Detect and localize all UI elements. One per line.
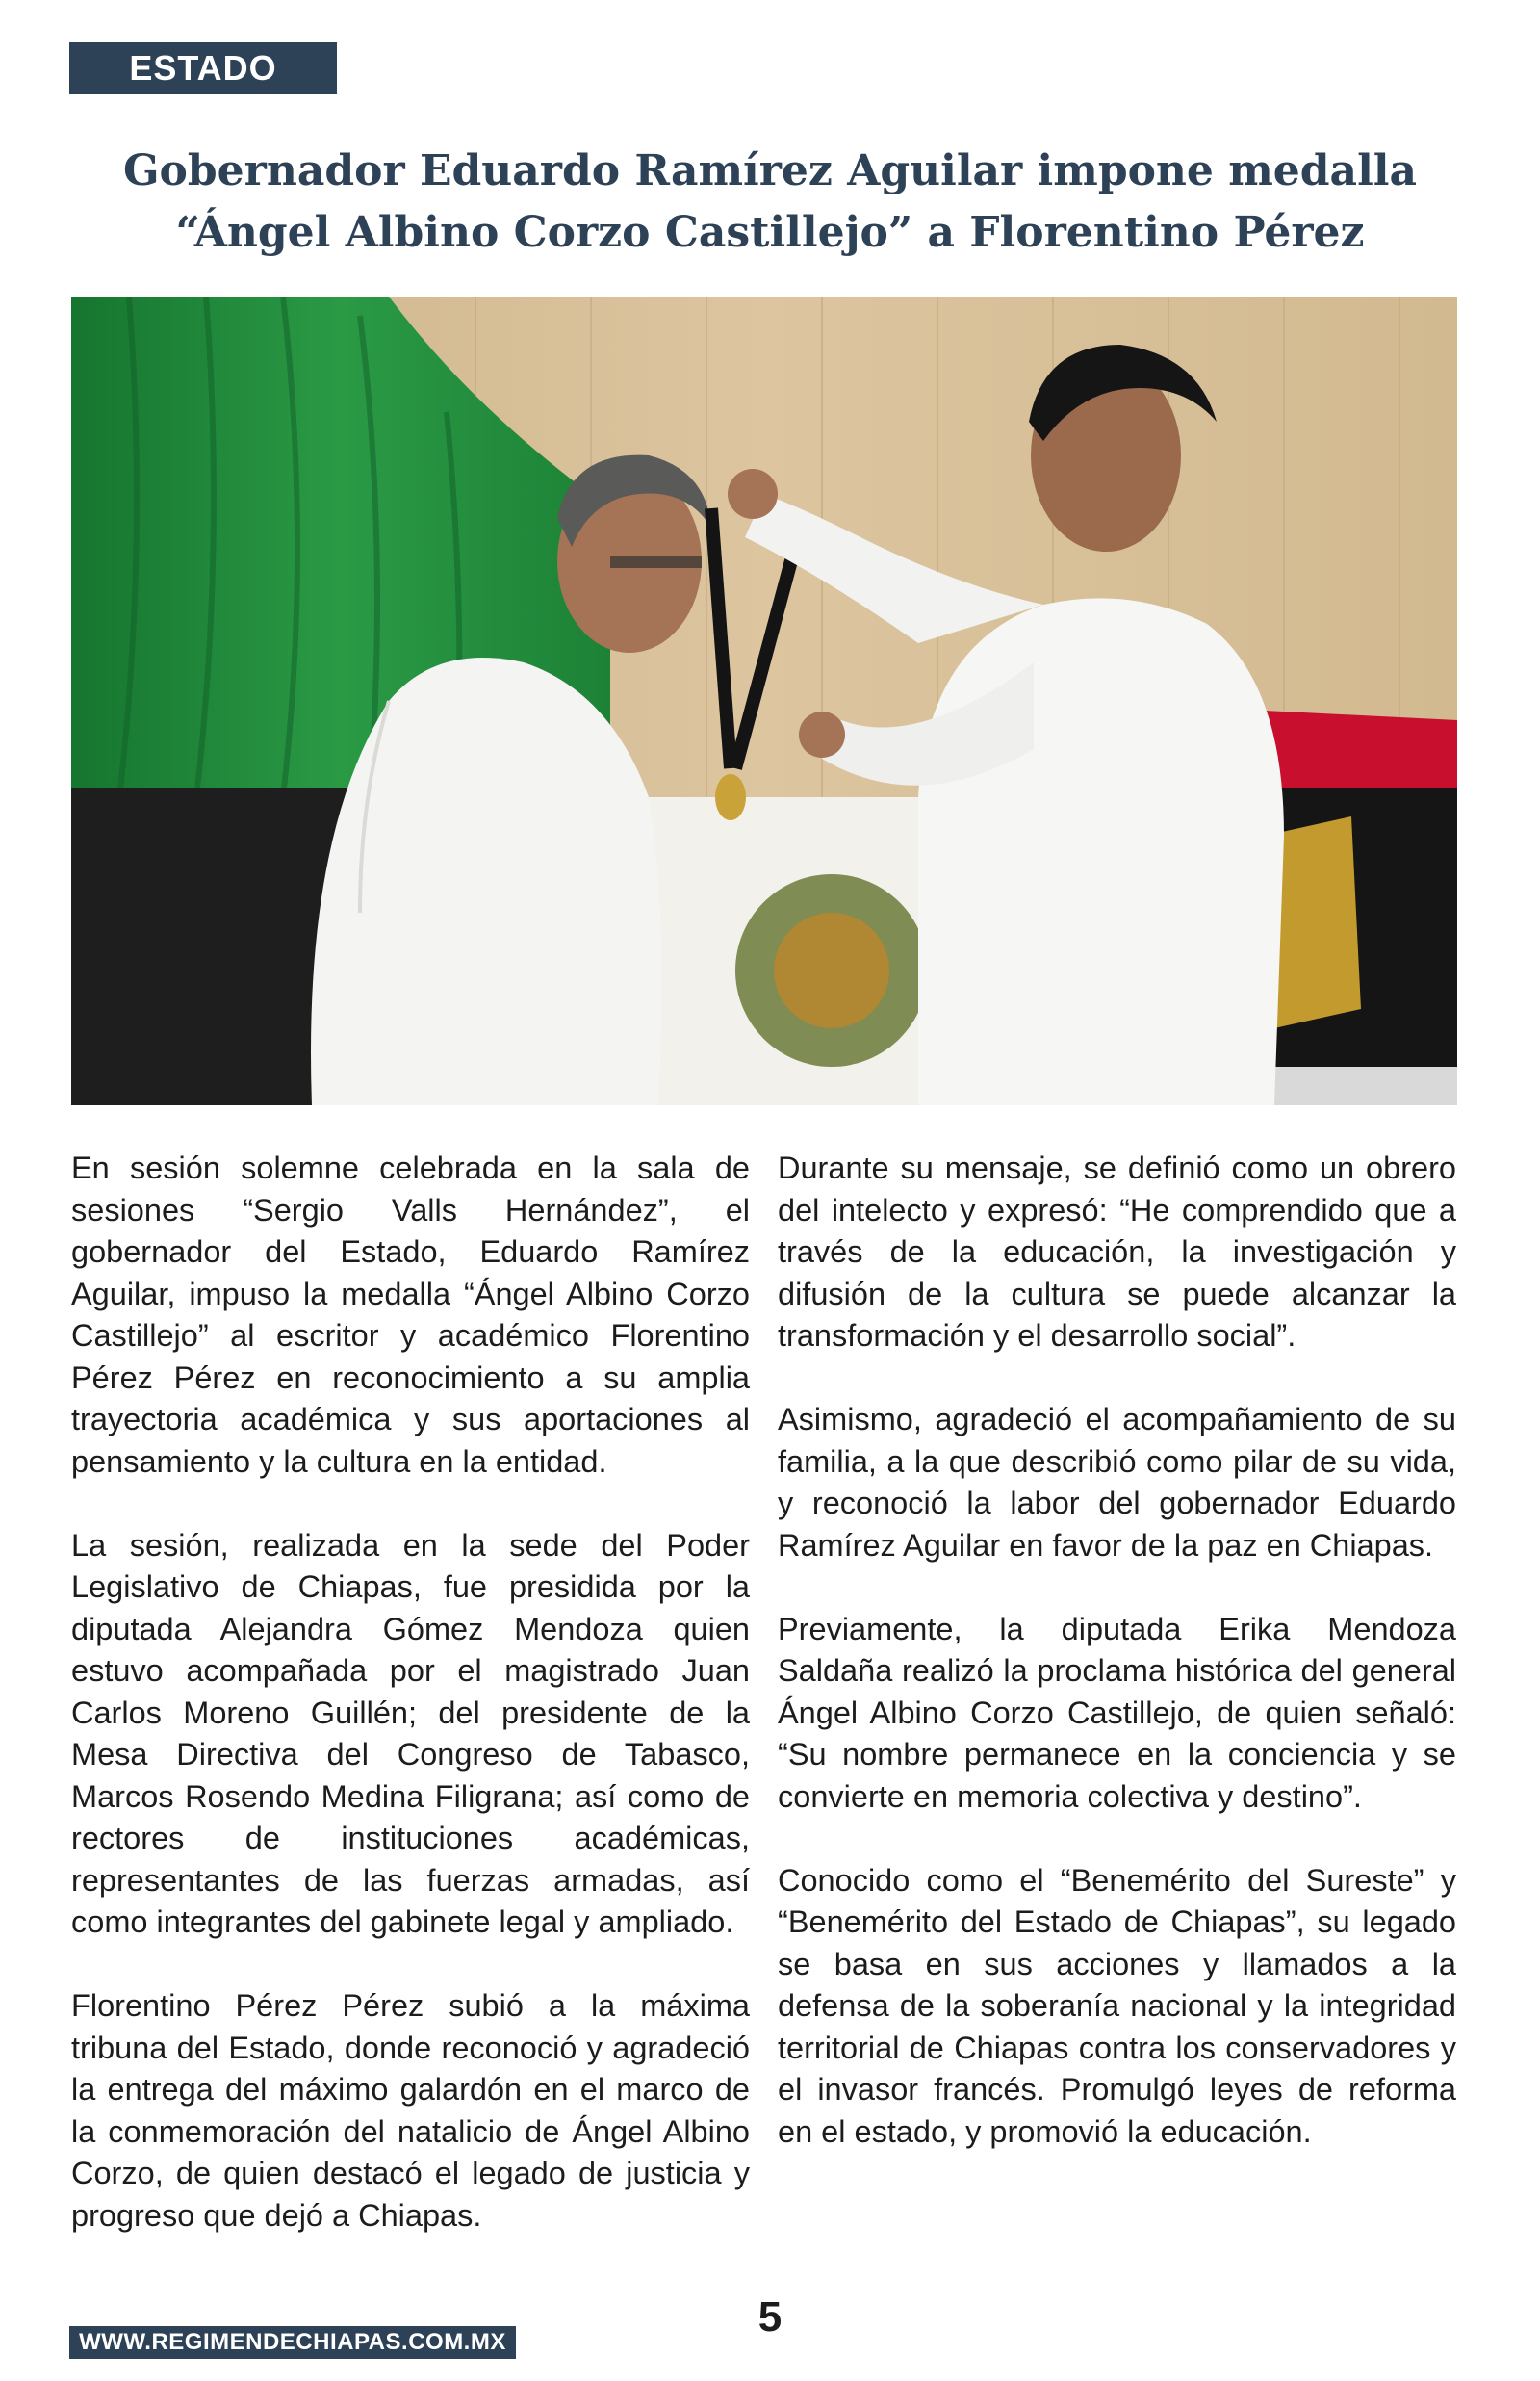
article-paragraph: Durante su mensaje, se definió como un obrero del intelecto y expresó: “He comprendido que a través de la educación, la investigación y difusión de la cultura se puede alcanzar la transformación y el desarrollo social”.: [778, 1151, 1456, 1353]
article-column-left: [71, 1148, 750, 2279]
ceremony-photo: [71, 297, 1457, 1105]
page-number: 5: [757, 2293, 783, 2341]
article-paragraph: Conocido como el “Benemérito del Sureste” y “Benemérito del Estado de Chiapas”, su legado se basa en sus acciones y llamados a la defensa de la soberanía nacional y la integridad territorial de Chiapas contra los conservadores y el invasor francés. Promulgó leyes de reforma en el estado, y promovió la educación.: [778, 1862, 1456, 2149]
article-paragraph: En sesión solemne celebrada en la sala de sesiones “Sergio Valls Hernández”, el gobernador del Estado, Eduardo Ramírez Aguilar, impuso la medalla “Ángel Albino Corzo Castillejo” al escritor y académico Florentino Pérez Pérez en reconocimiento a su amplia trayectoria académica y sus aportaciones al pensamiento y la cultura en la entidad.: [71, 1151, 750, 1479]
flag-red-stripe: [1265, 711, 1457, 797]
section-label: ESTADO: [69, 42, 337, 94]
footer-website-link[interactable]: WWW.REGIMENDECHIAPAS.COM.MX: [69, 2326, 516, 2359]
article-paragraph: Florentino Pérez Pérez subió a la máxima tribuna del Estado, donde reconoció y agradeció la entrega del máximo galardón en el marco de la conmemoración del natalicio de Ángel Albino Corzo, de quien destacó el legado de justicia y progreso que dejó a Chiapas.: [71, 1988, 750, 2233]
article-column-right: [778, 1148, 1456, 2195]
ceremony-photo-illustration: [71, 297, 1457, 1105]
article-paragraph: La sesión, realizada en la sede del Poder Legislativo de Chiapas, fue presidida por la diputada Alejandra Gómez Mendoza quien estuvo acompañada por el magistrado Juan Carlos Moreno Guillén; del presidente de la Mesa Directiva del Congreso de Tabasco, Marcos Rosendo Medina Filigrana; así como de rectores de instituciones académicas, representantes de las fuerzas armadas, así como integrantes del gabinete legal y ampliado.: [71, 1527, 750, 1939]
gold-medal: [715, 774, 746, 820]
article-headline: Gobernador Eduardo Ramírez Aguilar impone medalla “Ángel Albino Corzo Castillejo” a Florentino Pérez: [122, 146, 1418, 257]
article-paragraph: Asimismo, agradeció el acompañamiento de su familia, a la que describió como pilar de su vida, y reconoció la labor del gobernador Eduardo Ramírez Aguilar en favor de la paz en Chiapas.: [778, 1402, 1456, 1563]
article-paragraph: Previamente, la diputada Erika Mendoza Saldaña realizó la proclama histórica del general Ángel Albino Corzo Castillejo, de quien señaló: “Su nombre permanece en la conciencia y se convierte en memoria colectiva y destino”.: [778, 1611, 1456, 1814]
